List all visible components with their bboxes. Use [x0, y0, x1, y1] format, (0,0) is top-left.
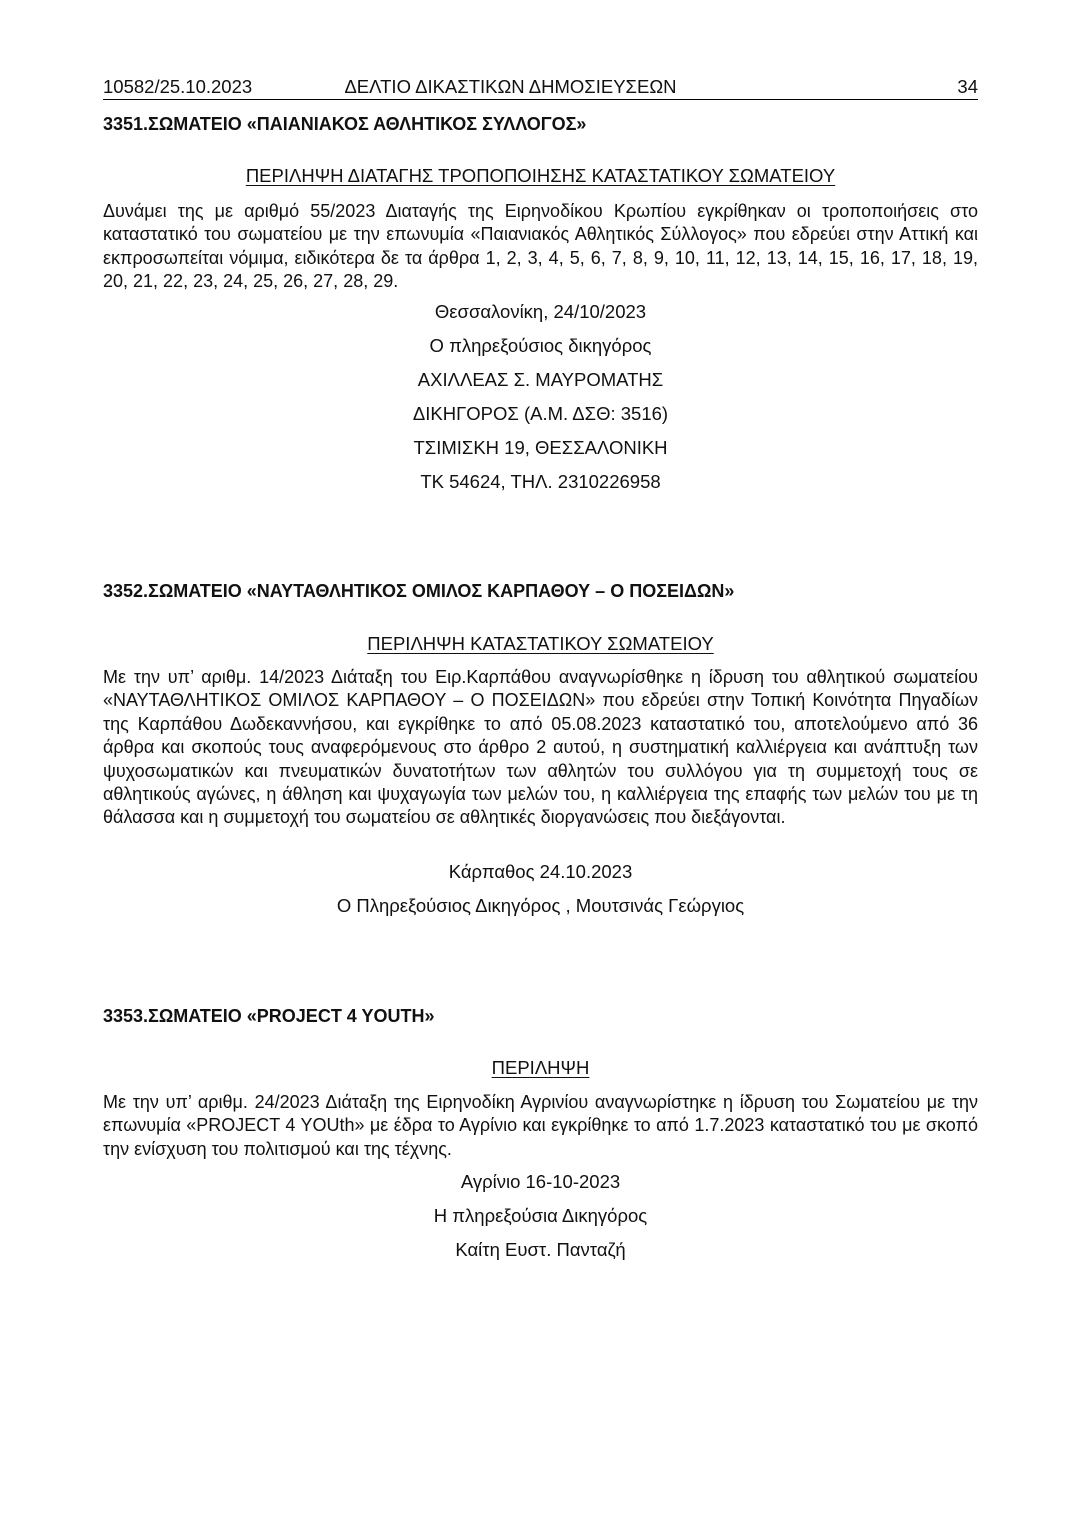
signature-line: Κάρπαθος 24.10.2023 [448, 861, 633, 882]
page-number: 34 [957, 76, 978, 97]
bulletin-title: ΔΕΛΤΙΟ ΔΙΚΑΣΤΙΚΩΝ ΔΗΜΟΣΙΕΥΣΕΩΝ [344, 76, 677, 97]
signature-line: Αγρίνιο 16-10-2023 [460, 1171, 621, 1192]
page-header [103, 75, 978, 100]
signature-line: ΤΚ 54624, ΤΗΛ. 2310226958 [420, 471, 661, 492]
section-body-3353: Με την υπ’ αριθμ. 24/2023 Διάταξη της Ειρηνοδίκη Αγρινίου αναγνωρίστηκε η ίδρυση του Σωματείου με την επωνυμία «PROJECT 4 YOUth» με έδρα το Αγρίνιο και εγκρίθηκε το από 1.7.2023 καταστατικό του με σκοπό την ενίσχυση του πολιτισμού και της τέχνης. [103, 1092, 978, 1159]
signature-block-3352 [103, 860, 978, 928]
section-subtitle-3353: ΠΕΡΙΛΗΨΗ [491, 1057, 590, 1078]
section-subtitle-3352: ΠΕΡΙΛΗΨΗ ΚΑΤΑΣΤΑΤΙΚΟΥ ΣΩΜΑΤΕΙΟΥ [367, 633, 714, 654]
signature-line: Ο πληρεξούσιος δικηγόρος [429, 335, 652, 356]
signature-line: Η πληρεξούσια Δικηγόρος [433, 1205, 648, 1226]
signature-line: Θεσσαλονίκη, 24/10/2023 [434, 301, 647, 322]
signature-line: ΤΣΙΜΙΣΚΗ 19, ΘΕΣΣΑΛΟΝΙΚΗ [413, 437, 668, 458]
signature-block-3353 [103, 1170, 978, 1272]
section-body-3352: Με την υπ’ αριθμ. 14/2023 Διάταξη του Ειρ.Καρπάθου αναγνωρίσθηκε η ίδρυση του αθλητικού σωματείου «ΝΑΥΤΑΘΛΗΤΙΚΟΣ ΟΜΙΛΟΣ ΚΑΡΠΑΘΟΥ – Ο ΠΟΣΕΙΔΩΝ» που εδρεύει στην Τοπική Κοινότητα Πηγαδίων της Καρπάθου Δωδεκαννήσου, και εγκρίθηκε το από 05.08.2023 καταστατικό του, αποτελούμενο από 36 άρθρα και σκοπούς τους αναφερόμενους στο άρθρο 2 αυτού, η συστηματική καλλιέργεια και ανάπτυξη των ψυχοσωματικών και πνευματικών δυνατοτήτων των αθλητών του συλλόγου για τη συμμετοχή τους σε αθλητικούς αγώνες, η άθληση και ψυχαγωγία των μελών του, η καλλιέργεια της επαφής των μελών του με τη θάλασσα και η συμμετοχή του σωματείου σε αθλητικές διοργανώσεις που διεξάγονται. [103, 667, 978, 828]
section-title-3351: 3351.ΣΩΜΑΤΕΙΟ «ΠΑΙΑΝΙΑΚΟΣ ΑΘΛΗΤΙΚΟΣ ΣΥΛΛΟΓΟΣ» [103, 114, 587, 134]
section-title-3353: 3353.ΣΩΜΑΤΕΙΟ «PROJECT 4 YOUTH» [103, 1006, 435, 1026]
section-body-3351: Δυνάμει της με αριθμό 55/2023 Διαταγής της Ειρηνοδίκου Κρωπίου εγκρίθηκαν οι τροποποιήσεις στο καταστατικό του σωματείου με την επωνυμία «Παιανιακός Αθλητικός Σύλλογος» που εδρεύει στην Αττική και εκπροσωπείται νόμιμα, ειδικότερα δε τα άρθρα 1, 2, 3, 4, 5, 6, 7, 8, 9, 10, 11, 12, 13, 14, 15, 16, 17, 18, 19, 20, 21, 22, 23, 24, 25, 26, 27, 28, 29. [103, 201, 978, 292]
signature-line: ΑΧΙΛΛΕΑΣ Σ. ΜΑΥΡΟΜΑΤΗΣ [417, 369, 664, 390]
signature-line: Ο Πληρεξούσιος Δικηγόρος , Μουτσινάς Γεώργιος [336, 895, 745, 916]
section-subtitle-3351: ΠΕΡΙΛΗΨΗ ΔΙΑΤΑΓΗΣ ΤΡΟΠΟΠΟΙΗΣΗΣ ΚΑΤΑΣΤΑΤΙΚΟΥ ΣΩΜΑΤΕΙΟΥ [245, 165, 836, 186]
signature-line: Καίτη Ευστ. Πανταζή [455, 1239, 626, 1260]
signature-line: ΔΙΚΗΓΟΡΟΣ (Α.Μ. ΔΣΘ: 3516) [412, 403, 669, 424]
section-title-3352: 3352.ΣΩΜΑΤΕΙΟ «ΝΑΥΤΑΘΛΗΤΙΚΟΣ ΟΜΙΛΟΣ ΚΑΡΠΑΘΟΥ – Ο ΠΟΣΕΙΔΩΝ» [103, 581, 735, 601]
signature-block-3351 [103, 300, 978, 504]
issue-number: 10582/25.10.2023 [103, 76, 253, 97]
document-page [103, 0, 978, 1527]
